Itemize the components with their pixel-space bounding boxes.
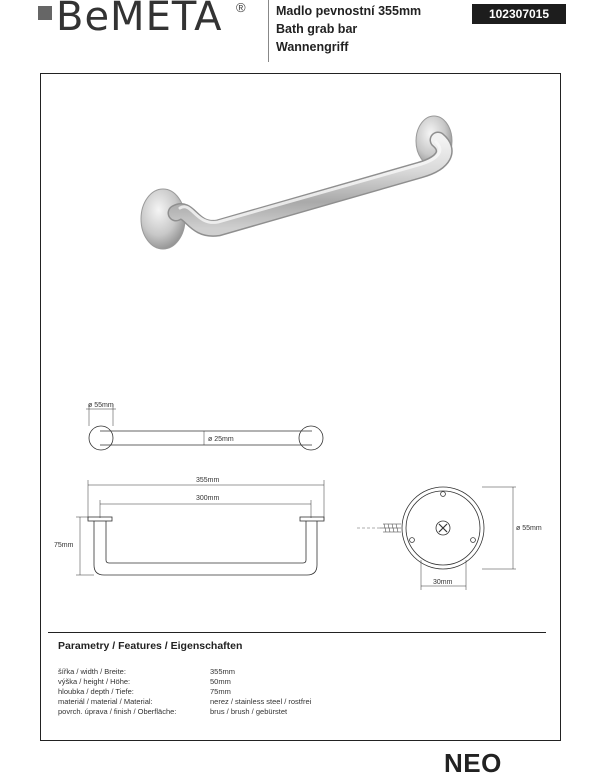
- param-label-depth: hloubka / depth / Tiefe:: [58, 687, 134, 696]
- dim-depth-label: 75mm: [54, 542, 74, 549]
- registered-mark: ®: [236, 0, 246, 15]
- brand-logo: BeMETA: [56, 0, 223, 40]
- param-label-material: materiál / material / Material:: [58, 697, 153, 706]
- param-value-width: 355mm: [210, 667, 236, 676]
- dim-tube-label: ø 25mm: [208, 436, 234, 443]
- product-image: [141, 116, 452, 249]
- product-code-badge: 102307015: [472, 4, 566, 24]
- param-value-depth: 75mm: [210, 687, 231, 696]
- dim-side-bolt-label: 30mm: [433, 579, 453, 586]
- dim-side-flange-label: ø 55mm: [516, 525, 542, 532]
- product-title-cz: Madlo pevnostní 355mm: [276, 4, 422, 18]
- flange-view-drawing: [357, 487, 516, 590]
- param-label-finish: povrch. úprava / finish / Oberfläche:: [58, 707, 177, 716]
- params-title: Parametry / Features / Eigenschaften: [58, 640, 243, 652]
- param-value-material: nerez / stainless steel / rostfrei: [210, 697, 312, 706]
- params-separator: [48, 632, 546, 633]
- dim-flange-label: ø 55mm: [88, 402, 114, 409]
- top-view-drawing: [86, 404, 323, 450]
- dim-total-width-label: 355mm: [196, 477, 220, 484]
- product-title-de: Wannengriff: [276, 40, 349, 54]
- param-value-finish: brus / brush / gebürstet: [210, 707, 288, 716]
- param-label-width: šířka / width / Breite:: [58, 667, 126, 676]
- series-name: NEO: [444, 748, 502, 778]
- param-label-height: výška / height / Höhe:: [58, 677, 131, 686]
- product-title-en: Bath grab bar: [276, 22, 358, 36]
- param-value-height: 50mm: [210, 677, 231, 686]
- dim-centers-label: 300mm: [196, 495, 220, 502]
